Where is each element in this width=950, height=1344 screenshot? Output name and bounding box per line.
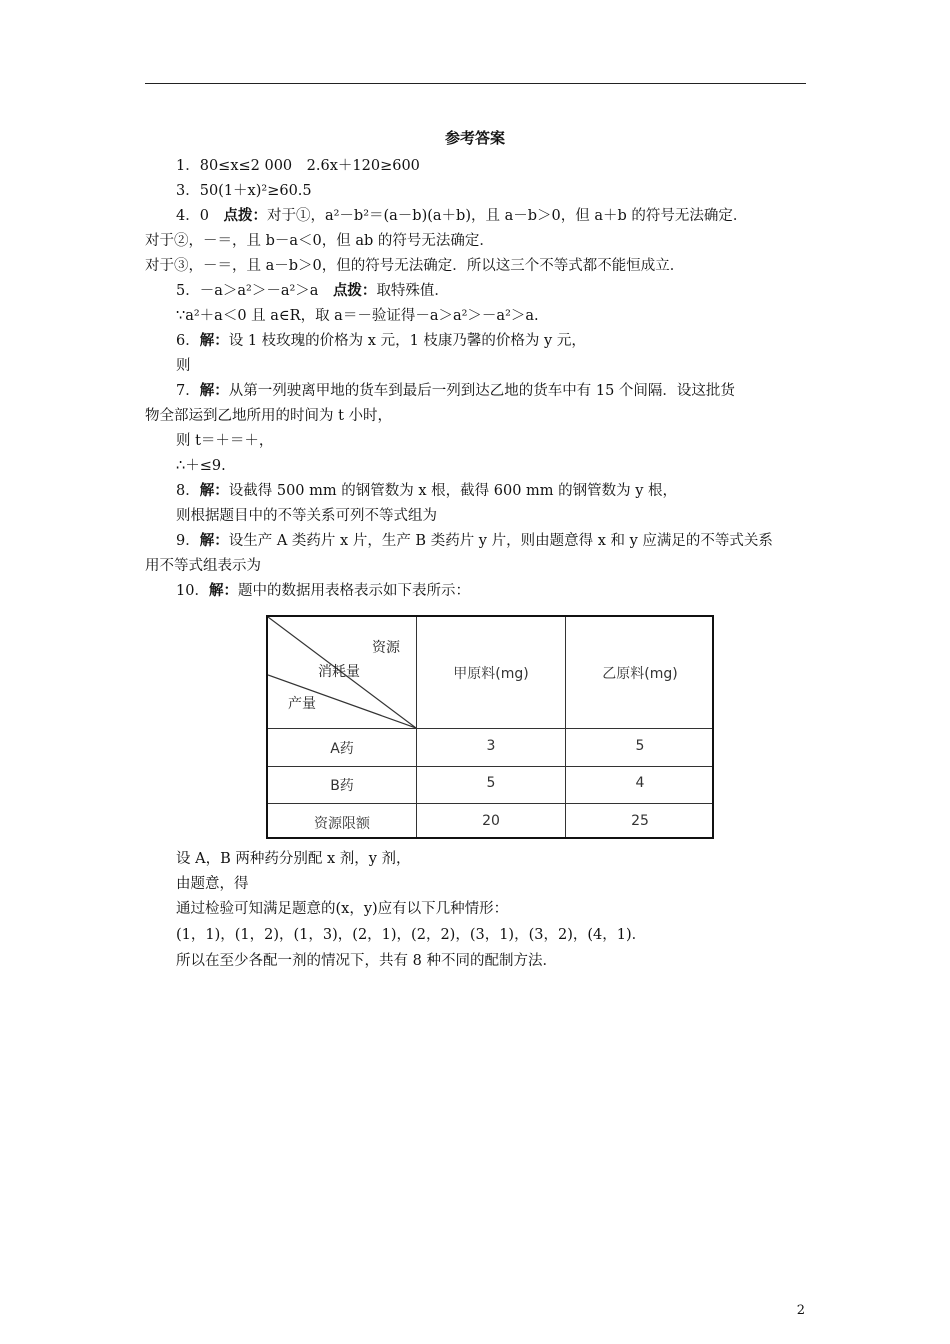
table-header-material-a: 甲原料(mg)	[453, 666, 529, 682]
table-vline-2	[565, 617, 566, 837]
answer-6-line2: 则	[176, 358, 191, 374]
answer-10-solution-label: 解：	[208, 582, 238, 599]
table-vline-1	[416, 617, 417, 837]
answer-9-text: 设生产 A 类药片 x 片，生产 B 类药片 y 片，则由题意得 x 和 y 应满足的不等式关系	[228, 533, 773, 549]
answer-4-line3: 对于③，－＝，且 a－b＞0，但的符号无法确定．所以这三个不等式都不能恒成立．	[145, 258, 685, 274]
answer-7-line2: 物全部运到乙地所用的时间为 t 小时，	[145, 408, 393, 424]
answer-10-line4: 通过检验可知满足题意的(x，y)应有以下几种情形：	[176, 901, 509, 917]
answer-7	[176, 381, 735, 401]
table-cell: 4	[635, 775, 645, 791]
answer-8-number: 8．	[176, 483, 200, 499]
table-hline-3	[268, 803, 712, 804]
table-hline-2	[268, 766, 712, 767]
answer-6	[176, 331, 586, 351]
answer-8-solution-label: 解：	[199, 482, 229, 499]
answer-9-solution-label: 解：	[199, 532, 229, 549]
answer-10-number: 10．	[176, 583, 209, 599]
answer-10-line3: 由题意，得	[176, 876, 249, 892]
table-corner-consumption: 消耗量	[318, 664, 360, 680]
answer-7-line4: ∴＋≤9.	[176, 458, 226, 474]
table-row-label: 资源限额	[314, 816, 370, 832]
answer-8-line2: 则根据题目中的不等关系可列不等式组为	[176, 508, 437, 524]
answer-6-solution-label: 解：	[199, 332, 229, 349]
answer-9	[176, 531, 773, 551]
answer-6-text: 设 1 枝玫瑰的价格为 x 元，1 枝康乃馨的价格为 y 元，	[228, 333, 586, 349]
answer-5-text: 取特殊值．	[376, 283, 449, 299]
answer-5-hint-label: 点拨：	[332, 282, 377, 299]
answer-7-solution-label: 解：	[199, 382, 229, 399]
answer-5	[176, 281, 449, 301]
table-corner-output: 产量	[288, 696, 316, 712]
page-number: 2	[796, 1303, 805, 1318]
answer-10-text: 题中的数据用表格表示如下表所示：	[237, 583, 470, 599]
table-cell: 5	[635, 738, 645, 754]
answer-5-number: 5．－a＞a²＞－a²＞a	[176, 283, 333, 299]
table-header-material-b: 乙原料(mg)	[602, 666, 678, 682]
answer-7-line3: 则 t＝＋＝＋，	[176, 433, 274, 449]
answer-10-line2: 设 A，B 两种药分别配 x 剂，y 剂，	[176, 851, 411, 867]
answer-7-text: 从第一列驶离甲地的货车到最后一列到达乙地的货车中有 15 个间隔．设这批货	[228, 383, 735, 399]
answer-4-hint-label: 点拨：	[223, 207, 267, 224]
answer-8-text: 设截得 500 mm 的钢管数为 x 根，截得 600 mm 的钢管数为 y 根，	[228, 483, 678, 499]
answer-4-text: 对于①，a²－b²＝(a－b)(a＋b)，且 a－b＞0，但 a＋b 的符号无法确定．	[266, 208, 748, 224]
answer-10	[176, 581, 470, 601]
table-hline-1	[268, 728, 712, 729]
answer-9-number: 9．	[176, 533, 200, 549]
data-table	[266, 615, 714, 839]
answer-4-line2: 对于②，－＝，且 b－a＜0，但 ab 的符号无法确定．	[145, 233, 494, 249]
header-rule	[145, 83, 806, 84]
table-cell: 20	[482, 813, 500, 829]
table-corner-resource: 资源	[372, 640, 400, 656]
answer-3: 3．50(1＋x)²≥60.5	[176, 183, 312, 199]
answer-9-line2: 用不等式组表示为	[145, 558, 261, 574]
answer-4-number: 4．0	[176, 208, 224, 224]
table-row-label: A药	[330, 741, 354, 757]
answer-6-number: 6．	[176, 333, 200, 349]
answer-4	[176, 206, 747, 226]
answer-10-line6: 所以在至少各配一剂的情况下，共有 8 种不同的配制方法．	[176, 953, 557, 969]
answer-8	[176, 481, 677, 501]
table-row-label: B药	[330, 778, 354, 794]
answer-10-line5: (1，1)，(1，2)，(1，3)，(2，1)，(2，2)，(3，1)，(3，2)，(4，1)．	[176, 927, 647, 943]
table-cell: 25	[631, 813, 649, 829]
answer-1: 1．80≤x≤2 000 2.6x＋120≥600	[176, 158, 420, 174]
answer-7-number: 7．	[176, 383, 200, 399]
page-title: 参考答案	[444, 129, 505, 147]
table-cell: 5	[486, 775, 496, 791]
answer-5-line2: ∵a²＋a＜0 且 a∈R，取 a＝－验证得－a＞a²＞－a²＞a.	[176, 308, 539, 324]
table-cell: 3	[486, 738, 496, 754]
